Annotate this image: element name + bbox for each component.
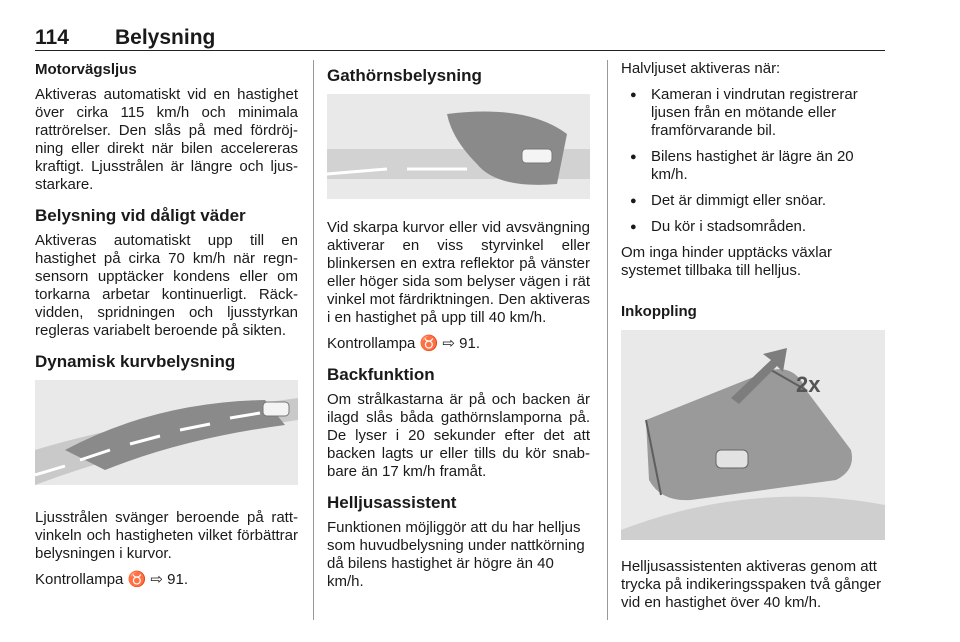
paragraph-dynamic: Ljusstrålen svänger beroende på rattvinkeln och hastigheten vilket förbättrar belysningen i kurvor. bbox=[35, 509, 298, 562]
list-item: ● Kameran i vindrutan registrerar ljusen från en mötande eller framförvarande bil. bbox=[621, 86, 885, 140]
paragraph-corner: Vid skarpa kurvor eller vid avsvängning aktiverar en viss styrvinkel eller blinkersen en extra reflektor på vänster eller höger sida som belyser vägen i rät vinkel mot färdriktningen. Den aktiveras i en hastighet på upp till 40 km/h. bbox=[327, 219, 590, 326]
list-item: ● Du kör i stadsområden. bbox=[621, 218, 885, 236]
column-divider bbox=[313, 60, 314, 620]
control-lamp-line: Kontrollampa ♉ ⇨ 91. bbox=[327, 335, 481, 352]
arrow-ref-icon: ⇨ bbox=[150, 571, 163, 588]
column-2 bbox=[327, 60, 590, 599]
page-header bbox=[35, 24, 885, 51]
heading-weather: Belysning vid dåligt väder bbox=[35, 206, 246, 225]
page-number: 114 bbox=[35, 26, 69, 49]
dynamic-curve-illustration bbox=[35, 380, 298, 485]
heading-backup: Backfunktion bbox=[327, 365, 435, 384]
arrow-ref-icon: ⇨ bbox=[442, 335, 455, 352]
paragraph-intro: Halvljuset aktiveras när: bbox=[621, 60, 781, 77]
lever-illustration bbox=[621, 330, 885, 540]
column-1 bbox=[35, 60, 298, 597]
conditions-list bbox=[621, 86, 885, 236]
heading-motorway: Motorvägsljus bbox=[35, 61, 137, 78]
heading-assist: Helljusassistent bbox=[327, 493, 457, 512]
heading-dynamic: Dynamisk kurvbelysning bbox=[35, 352, 236, 371]
paragraph-weather: Aktiveras automatiskt upp till en hastighet på cirka 70 km/h när regnsensorn upptäcker kondens eller om torkarna arbetar kontinuerligt. Räckvidden, spridningen och ljusstyrkan regleras variabelt beroende på sikten. bbox=[35, 232, 298, 339]
headlight-lamp-icon: ♉ bbox=[419, 335, 439, 352]
column-3 bbox=[621, 60, 885, 620]
heading-corner: Gathörnsbelysning bbox=[327, 66, 482, 85]
heading-activation: Inkoppling bbox=[621, 303, 697, 320]
paragraph-backup: Om strålkastarna är på och backen är ilagd slås båda gathörnslamporna på. De lyser i 20 sekunder efter det att backen lagts ur eller tills du kör snabbare än 17 km/h framåt. bbox=[327, 391, 590, 480]
paragraph-assist: Funktionen möjliggör att du har helljus som huvudbelysning under nattkörning då bilens hastighet är högre än 40 km/h. bbox=[327, 519, 585, 590]
page-title: Belysning bbox=[115, 26, 216, 49]
control-lamp-line: Kontrollampa ♉ ⇨ 91. bbox=[35, 571, 189, 588]
two-times-label: 2x bbox=[796, 372, 821, 397]
corner-light-illustration bbox=[327, 94, 590, 199]
paragraph-motorway: Aktiveras automatiskt vid en hastighet över cirka 115 km/h och minimala rattrörelser. Den slås på med fördröjning eller direkt när bilen accelereras kraftigt. Ljusstrålen är längre och ljusstarkare. bbox=[35, 86, 298, 193]
list-item: ● Det är dimmigt eller snöar. bbox=[621, 192, 885, 210]
paragraph-activation: Helljusassistenten aktiveras genom att trycka på indikeringsspaken två gånger vid en hastighet över 40 km/h. bbox=[621, 558, 882, 611]
headlight-lamp-icon: ♉ bbox=[127, 571, 147, 588]
list-item: ● Bilens hastighet är lägre än 20 km/h. bbox=[621, 148, 885, 184]
column-divider bbox=[607, 60, 608, 620]
paragraph-fallback: Om inga hinder upptäcks växlar systemet tillbaka till helljus. bbox=[621, 244, 832, 279]
